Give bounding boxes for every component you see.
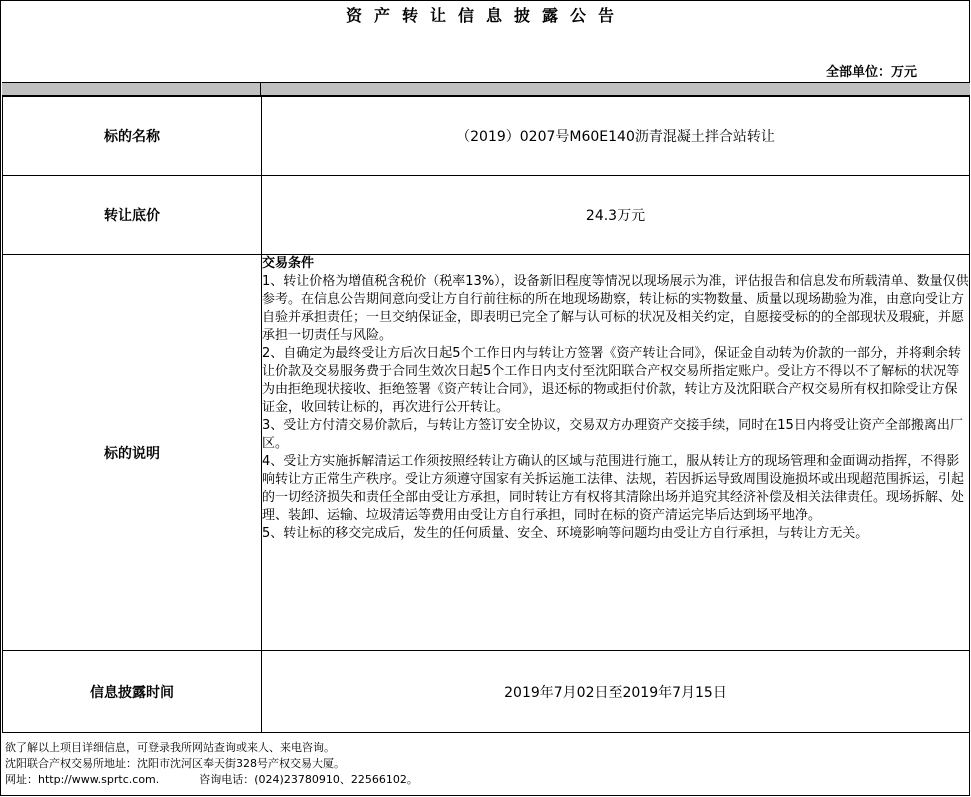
- page-title: 资产转让信息披露公告: [345, 6, 626, 25]
- description-paragraph-2: 2、自确定为最终受让方后次日起5个工作日内与转让方签署《资产转让合同》，保证金自动转为价款的一部分，并将剩余转让价款及交易服务费于合同生效次日起5个工作日内支付至沈阳联合产权交易所指定账户。受让方不得以不了解标的状况等为由拒绝现状接收、拒绝签署《资产转让合同》，退还标的物或拒付价款，转让方及沈阳联合产权交易所有权扣除受让方保证金，收回转让标的，再次进行公开转让。: [262, 346, 962, 415]
- name-value: （2019）0207号M60E140沥青混凝土拌合站转让: [262, 97, 970, 176]
- footer-line-1: 欲了解以上项目详细信息，可登录我所网站查询或来人、来电咨询。: [5, 741, 335, 754]
- description-paragraph-5: 5、转让标的移交完成后，发生的任何质量、安全、环境影响等问题均由受让方自行承担，与转让方无关。: [262, 526, 869, 541]
- description-heading: 交易条件: [262, 256, 315, 271]
- footer-website: 网址：http://www.sprtc.com.: [5, 773, 160, 786]
- table-row-disclosure: [3, 651, 970, 733]
- description-paragraph-1: 1、转让价格为增值税含税价（税率13%），设备新旧程度等情况以现场展示为准，评估报告和信息发布所载清单、数量仅供参考。在信息公告期间意向受让方自行前往标的所在地现场勘察，转让标的实物数量、质量以现场勘验为准，由意向受让方自验并承担责任；一旦交纳保证金，即表明已完全了解与认可标的状况及相关约定，自愿接受标的的全部现状及瑕疵，并愿承担一切责任与风险。: [262, 274, 969, 343]
- header-bar-divider: [260, 83, 261, 95]
- footer: [5, 740, 418, 788]
- footer-phone: 咨询电话：(024)23780910、22566102。: [199, 773, 418, 786]
- description-paragraph-4: 4、受让方实施拆解清运工作须按照经转让方确认的区域与范围进行施工，服从转让方的现场管理和金面调动指挥，不得影响转让方正常生产秩序。受让方须遵守国家有关拆运施工法律、法规，若因拆运导致周围设施损坏或出现超范围拆运，引起的一切经济损失和责任全部由受让方承担，同时转让方有权将其清除出场并追究其经济补偿及相关法律责任。现场拆解、处理、装卸、运输、垃圾清运等费用由受让方自行承担，同时在标的资产清运完毕后达到场平地净。: [262, 454, 965, 523]
- footer-line-3: [5, 772, 418, 788]
- description-label: 标的说明: [3, 255, 262, 651]
- table-row-price: [3, 176, 970, 255]
- info-table: [2, 96, 970, 733]
- unit-label: 全部单位：万元: [825, 65, 917, 80]
- table-row-name: [3, 97, 970, 176]
- description-paragraph-3: 3、受让方付清交易价款后，与转让方签订安全协议，交易双方办理资产交接手续，同时在15日内将受让资产全部搬离出厂区。: [262, 418, 963, 451]
- description-value: [262, 255, 970, 651]
- footer-line-2: 沈阳联合产权交易所地址：沈阳市沈河区奉天街328号产权交易大厦。: [5, 757, 345, 770]
- name-label: 标的名称: [3, 97, 262, 176]
- price-label: 转让底价: [3, 176, 262, 255]
- header-bar: [2, 82, 970, 96]
- price-value: 24.3万元: [262, 176, 970, 255]
- disclosure-label: 信息披露时间: [3, 651, 262, 733]
- disclosure-value: 2019年7月02日至2019年7月15日: [262, 651, 970, 733]
- table-row-description: [3, 255, 970, 651]
